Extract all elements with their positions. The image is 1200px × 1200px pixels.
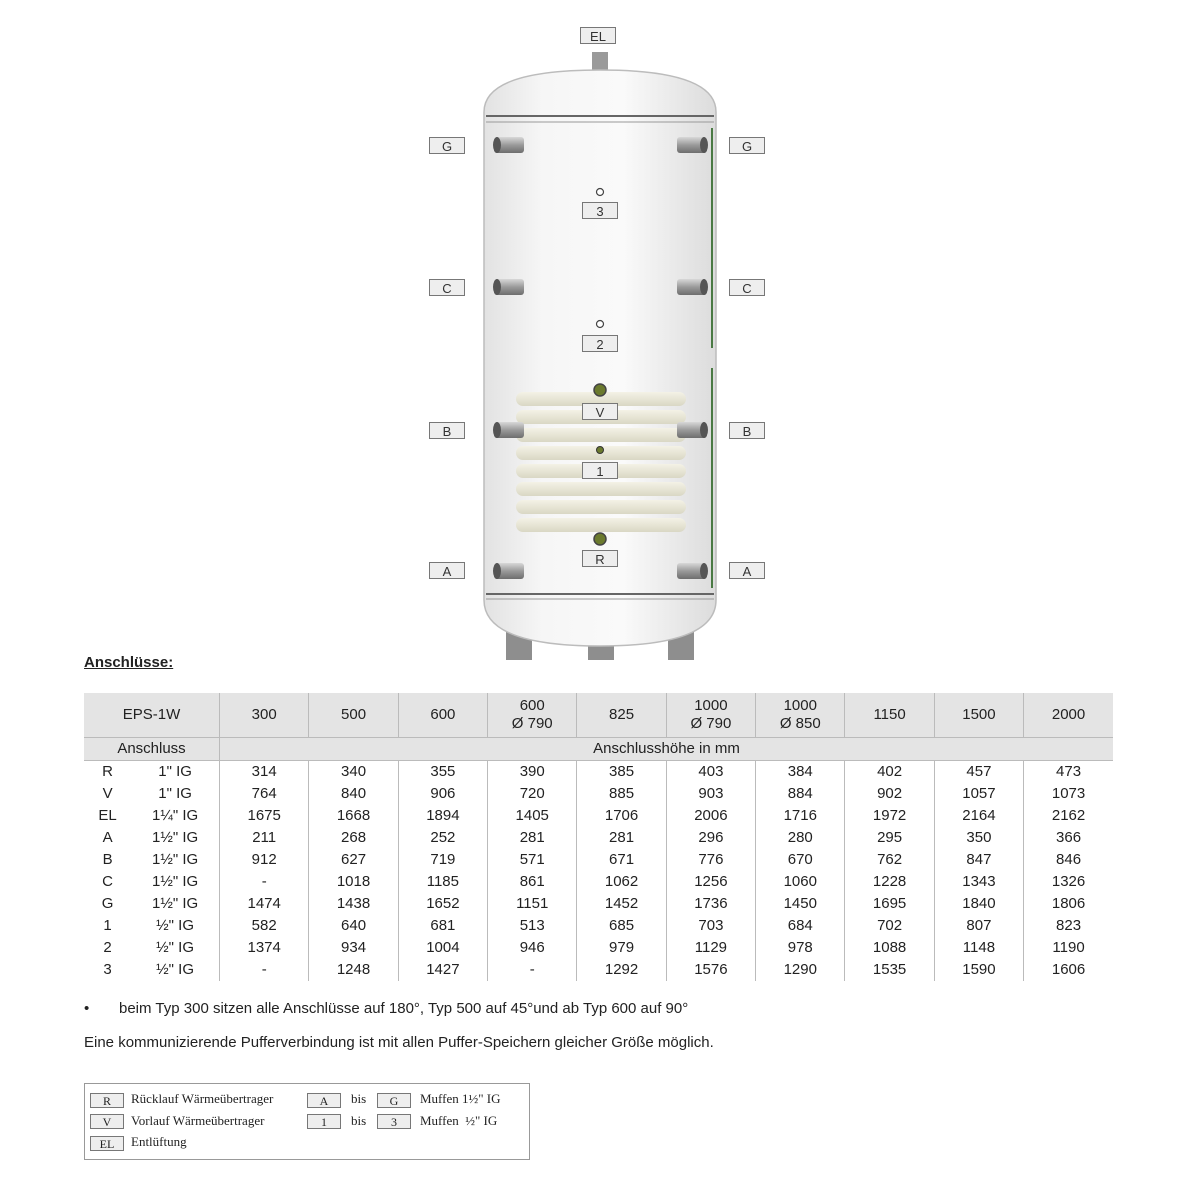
size-header — [577, 693, 666, 738]
height-value: 268 — [309, 827, 398, 849]
size-header-volume: 300 — [251, 706, 277, 723]
legend-code-3: 3 — [377, 1114, 411, 1129]
legend-muffen-1: Muffen 1½" IG — [420, 1091, 501, 1106]
height-value: 457 — [934, 761, 1023, 784]
height-value: - — [220, 959, 309, 981]
height-value: 1343 — [934, 871, 1023, 893]
label-b-left: B — [429, 422, 465, 439]
height-value: 1806 — [1051, 895, 1086, 912]
height-value: 1060 — [756, 871, 845, 893]
height-value: 807 — [934, 915, 1023, 937]
height-value: 350 — [934, 827, 1023, 849]
table-row — [84, 937, 1113, 959]
height-value: 1652 — [398, 893, 487, 915]
height-value: 366 — [1056, 829, 1082, 846]
height-value: 1228 — [845, 871, 934, 893]
note-bullet — [84, 1000, 688, 1017]
height-value: 846 — [1056, 851, 1082, 868]
height-value: 720 — [488, 783, 577, 805]
label-c-right: C — [729, 279, 765, 296]
connection-size: 1½" IG — [131, 871, 219, 893]
height-value: 1004 — [398, 937, 487, 959]
section-title: Anschlüsse: — [84, 654, 174, 671]
legend-code-a: A — [307, 1093, 341, 1108]
pipe-stub-g-left — [493, 137, 524, 153]
size-header-diameter: Ø 850 — [779, 715, 821, 732]
height-value: 902 — [845, 783, 934, 805]
height-value: 670 — [756, 849, 845, 871]
height-value: 1129 — [666, 937, 755, 959]
height-value: 1326 — [1051, 873, 1086, 890]
label-c-left: C — [429, 279, 465, 296]
height-value: 847 — [934, 849, 1023, 871]
height-value: 1450 — [756, 893, 845, 915]
legend-code-v: V — [90, 1114, 124, 1129]
height-value: 1374 — [220, 937, 309, 959]
size-header-volume: 600 — [519, 697, 545, 714]
size-header — [309, 693, 398, 738]
connection-size: ½" IG — [131, 915, 219, 937]
height-value: 1148 — [934, 937, 1023, 959]
connection-heights-table — [84, 693, 1113, 981]
size-header — [934, 693, 1023, 738]
table-row — [84, 805, 1113, 827]
connection-size: 1" IG — [131, 783, 219, 805]
table-row — [84, 783, 1113, 805]
height-value: 685 — [577, 915, 666, 937]
size-header-volume: 1000 — [783, 697, 817, 714]
height-value: 280 — [756, 827, 845, 849]
legend-code-g: G — [377, 1093, 411, 1108]
height-value: - — [220, 871, 309, 893]
height-value: 684 — [756, 915, 845, 937]
height-value: 2164 — [934, 805, 1023, 827]
table-row — [84, 827, 1113, 849]
height-value: 384 — [756, 761, 845, 784]
size-header-volume: 600 — [430, 706, 456, 723]
height-value: 402 — [845, 761, 934, 784]
height-value: 385 — [577, 761, 666, 784]
legend-code-1: 1 — [307, 1114, 341, 1129]
height-value: 1405 — [488, 805, 577, 827]
height-value: 2162 — [1051, 807, 1086, 824]
label-g-left: G — [429, 137, 465, 154]
height-value: 390 — [488, 761, 577, 784]
connection-code: EL — [98, 807, 117, 824]
height-value: 885 — [577, 783, 666, 805]
height-value: 1248 — [309, 959, 398, 981]
size-header — [398, 693, 487, 738]
table-row — [84, 871, 1113, 893]
pipe-stub-c-right — [677, 279, 708, 295]
legend-bis-2: bis — [351, 1113, 367, 1128]
coil-connection-r — [594, 533, 606, 545]
connection-header: Anschluss — [84, 738, 220, 761]
height-value: 1290 — [756, 959, 845, 981]
height-value: 627 — [309, 849, 398, 871]
size-header-diameter: Ø 790 — [511, 715, 553, 732]
pipe-stub-a-left — [493, 563, 524, 579]
height-value: 1256 — [666, 871, 755, 893]
height-value: 1018 — [309, 871, 398, 893]
height-value: 295 — [845, 827, 934, 849]
label-3: 3 — [582, 202, 618, 219]
table-row — [84, 761, 1113, 784]
size-header — [845, 693, 934, 738]
sensor-socket-3 — [597, 189, 604, 196]
height-value: 1716 — [756, 805, 845, 827]
legend-code-r: R — [90, 1093, 124, 1108]
bullet-icon: • — [84, 1000, 90, 1017]
height-value: 281 — [577, 827, 666, 849]
label-a-right: A — [729, 562, 765, 579]
height-value: 473 — [1056, 763, 1082, 780]
legend-box — [84, 1083, 530, 1160]
connection-size: ½" IG — [131, 959, 219, 981]
height-value: 1606 — [1051, 961, 1086, 978]
connection-size: 1" IG — [131, 761, 219, 784]
height-value: 571 — [488, 849, 577, 871]
height-value: 934 — [309, 937, 398, 959]
connection-code: G — [101, 895, 114, 912]
height-value: 1088 — [845, 937, 934, 959]
height-value: 513 — [488, 915, 577, 937]
height-value: 281 — [488, 827, 577, 849]
height-value: 1668 — [309, 805, 398, 827]
height-value: 1972 — [845, 805, 934, 827]
connection-size: 1½" IG — [131, 849, 219, 871]
height-value: 823 — [1056, 917, 1082, 934]
label-el: EL — [580, 27, 616, 44]
height-value: 671 — [577, 849, 666, 871]
size-header-volume: 1500 — [962, 706, 996, 723]
note-bullet-text: beim Typ 300 sitzen alle Anschlüsse auf 180°, Typ 500 auf 45°und ab Typ 600 auf 90° — [119, 1000, 689, 1017]
size-header — [488, 693, 577, 738]
height-value: 314 — [220, 761, 309, 784]
note-paragraph: Eine kommunizierende Pufferverbindung ist mit allen Puffer-Speichern gleicher Größe möglich. — [84, 1034, 714, 1051]
height-value: 211 — [220, 827, 309, 849]
label-a-left: A — [429, 562, 465, 579]
height-value: 1057 — [934, 783, 1023, 805]
height-value: 2006 — [666, 805, 755, 827]
height-value: 1840 — [934, 893, 1023, 915]
height-value: 1292 — [577, 959, 666, 981]
height-value: 1894 — [398, 805, 487, 827]
size-header — [1024, 693, 1113, 738]
label-1: 1 — [582, 462, 618, 479]
height-value: 1675 — [220, 805, 309, 827]
size-header-volume: 2000 — [1051, 706, 1086, 723]
height-value: 1576 — [666, 959, 755, 981]
label-g-right: G — [729, 137, 765, 154]
size-header-volume: 1000 — [694, 697, 728, 714]
legend-text-v: Vorlauf Wärmeübertrager — [131, 1113, 265, 1128]
height-value: 1590 — [934, 959, 1023, 981]
size-header-volume: 500 — [341, 706, 367, 723]
legend-text-el: Entlüftung — [131, 1134, 187, 1149]
height-value: 403 — [666, 761, 755, 784]
height-value: 946 — [488, 937, 577, 959]
connection-code: B — [102, 851, 113, 868]
connection-size: ½" IG — [131, 937, 219, 959]
height-value: 1438 — [309, 893, 398, 915]
height-value: 1706 — [577, 805, 666, 827]
connection-code: R — [102, 763, 113, 780]
height-value: 355 — [398, 761, 487, 784]
connection-code: A — [102, 829, 113, 846]
connection-code: 3 — [103, 961, 112, 978]
sensor-socket-1 — [597, 447, 604, 454]
connection-size: 1¼" IG — [131, 805, 219, 827]
height-value: 1151 — [488, 893, 577, 915]
label-b-right: B — [729, 422, 765, 439]
pipe-stub-a-right — [677, 563, 708, 579]
connection-code: V — [102, 785, 113, 802]
height-value: 979 — [577, 937, 666, 959]
height-value: 1535 — [845, 959, 934, 981]
label-v: V — [582, 403, 618, 420]
coil-connection-v — [594, 384, 606, 396]
size-header-volume: 1150 — [873, 706, 906, 723]
connection-code: 2 — [103, 939, 112, 956]
height-value: 340 — [309, 761, 398, 784]
height-value: 703 — [666, 915, 755, 937]
connection-size: 1½" IG — [131, 893, 219, 915]
legend-muffen-2: Muffen ½" IG — [420, 1113, 498, 1128]
pipe-stub-b-left — [493, 422, 524, 438]
height-value: 978 — [756, 937, 845, 959]
height-header: Anschlusshöhe in mm — [220, 738, 1113, 761]
height-value: 903 — [666, 783, 755, 805]
height-value: 906 — [398, 783, 487, 805]
pipe-stub-g-right — [677, 137, 708, 153]
height-value: 1062 — [577, 871, 666, 893]
legend-bis-1: bis — [351, 1091, 367, 1106]
height-value: 1474 — [220, 893, 309, 915]
table-row — [84, 959, 1113, 981]
height-value: 1073 — [1051, 785, 1086, 802]
legend-text-r: Rücklauf Wärmeübertrager — [131, 1091, 274, 1106]
height-value: 1736 — [666, 893, 755, 915]
connection-code: C — [102, 873, 113, 890]
height-value: 884 — [756, 783, 845, 805]
height-value: 776 — [666, 849, 755, 871]
height-value: 681 — [398, 915, 487, 937]
model-header: EPS-1W — [84, 693, 220, 738]
size-header — [756, 693, 845, 738]
height-value: 1190 — [1052, 939, 1085, 956]
height-value: 1185 — [398, 871, 487, 893]
label-2: 2 — [582, 335, 618, 352]
height-value: 582 — [220, 915, 309, 937]
size-header — [666, 693, 755, 738]
legend-code-el: EL — [90, 1136, 124, 1151]
table-row — [84, 893, 1113, 915]
size-header-diameter: Ø 790 — [690, 715, 732, 732]
height-value: 762 — [845, 849, 934, 871]
height-value: 640 — [309, 915, 398, 937]
height-value: - — [488, 959, 577, 981]
height-value: 1427 — [398, 959, 487, 981]
table-row — [84, 849, 1113, 871]
height-value: 840 — [309, 783, 398, 805]
size-header — [220, 693, 309, 738]
height-value: 719 — [398, 849, 487, 871]
table-row — [84, 915, 1113, 937]
height-value: 861 — [488, 871, 577, 893]
height-value: 252 — [398, 827, 487, 849]
height-value: 1452 — [577, 893, 666, 915]
pipe-stub-c-left — [493, 279, 524, 295]
sensor-socket-2 — [597, 321, 604, 328]
height-value: 764 — [220, 783, 309, 805]
height-value: 296 — [666, 827, 755, 849]
connection-size: 1½" IG — [131, 827, 219, 849]
pipe-stub-b-right — [677, 422, 708, 438]
height-value: 912 — [220, 849, 309, 871]
size-header-volume: 825 — [609, 706, 635, 723]
connection-code: 1 — [103, 917, 112, 934]
label-r: R — [582, 550, 618, 567]
height-value: 702 — [845, 915, 934, 937]
height-value: 1695 — [845, 893, 934, 915]
